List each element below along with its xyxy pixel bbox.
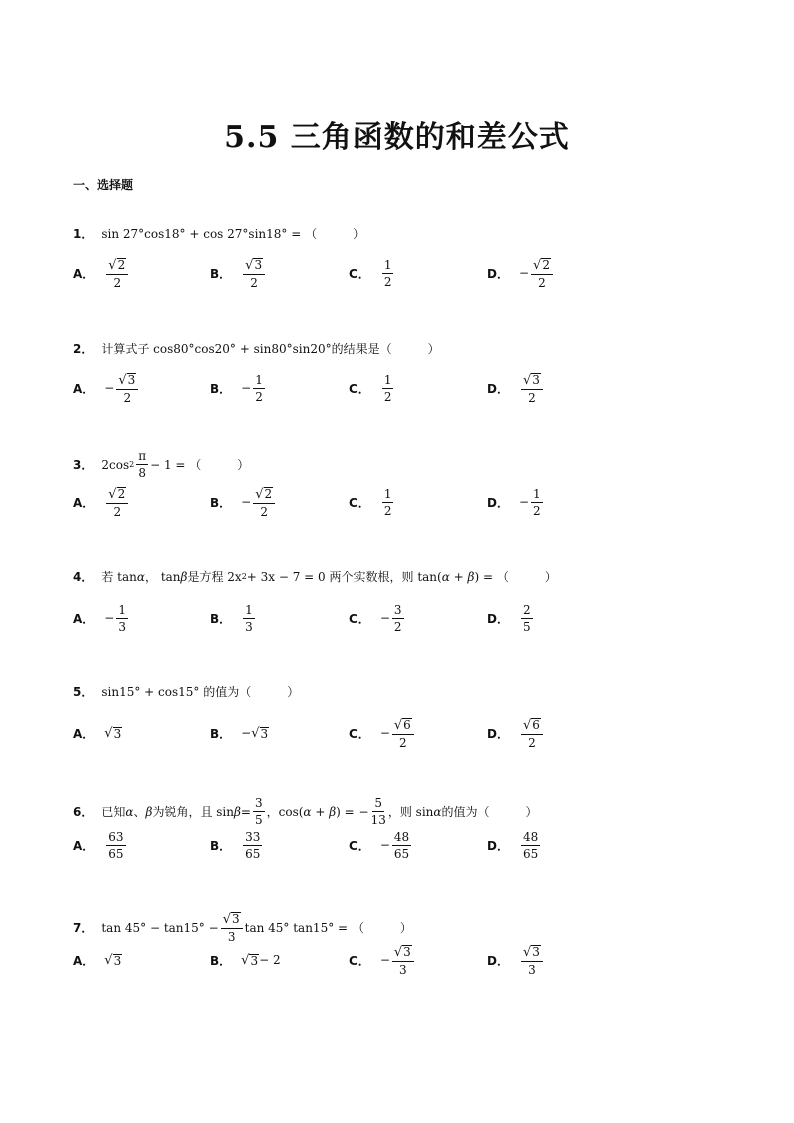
option-value: 2 [522, 602, 531, 617]
option-c[interactable]: C． − √ 3 3 [349, 940, 416, 980]
options-row [73, 940, 693, 980]
option-value: 65 [393, 846, 410, 861]
option-c[interactable] [349, 482, 395, 522]
option-label: C． [349, 953, 370, 968]
option-value: 3 [118, 619, 126, 634]
option-sign: − [241, 495, 252, 509]
option-value: 3 [250, 953, 259, 968]
option-value: 1 [533, 486, 541, 501]
option-value: 48 [393, 829, 410, 844]
option-c[interactable] [349, 598, 406, 638]
option-value: 3 [528, 962, 536, 977]
option-value: 6 [403, 717, 411, 732]
option-value: 2 [393, 619, 402, 634]
option-label: D． [487, 381, 509, 396]
option-label: D． [487, 611, 509, 626]
fraction-denominator: 13 [370, 813, 386, 827]
option-value: 48 [522, 829, 539, 844]
question-text: ，则 sin [387, 805, 434, 819]
option-value: 2 [383, 503, 392, 518]
option-value: 3 [532, 372, 540, 387]
option-value: 3 [260, 726, 269, 741]
option-value: 33 [245, 829, 261, 844]
fraction-numerator: 3 [254, 796, 263, 810]
question-6-stem [73, 797, 538, 826]
option-value: 5 [522, 619, 531, 634]
option-c[interactable] [349, 368, 395, 408]
question-text: ，cos( [266, 805, 304, 819]
math-symbol: β [180, 569, 188, 584]
question-7-stem: 7． tan 45° − tan15° − √ 3 3 tan 45° tan15° = （ ） [73, 912, 412, 944]
question-text: sin 27°cos18° + cos 27°sin18° = （ ） [101, 227, 366, 241]
question-text: + 3x − 7 = 0 两个实数根，则 tan( [246, 570, 442, 584]
option-value: 6 [532, 717, 540, 732]
options-row [73, 253, 693, 293]
option-label: A． [73, 953, 95, 968]
option-value: 2 [250, 275, 258, 290]
option-value: 2 [399, 735, 407, 750]
option-d[interactable]: D． − √ 2 2 [487, 253, 555, 293]
option-label: D． [487, 838, 509, 853]
option-value: 2 [533, 503, 541, 518]
option-label: B． [210, 495, 232, 510]
option-a[interactable]: A． − √ 3 2 [73, 368, 140, 408]
option-d[interactable]: D． √ 6 2 [487, 713, 545, 753]
option-b[interactable] [210, 368, 267, 408]
option-label: B． [210, 266, 232, 281]
option-sign: − [518, 266, 530, 280]
option-value: 2 [123, 390, 132, 405]
option-b[interactable]: B． √ 3 2 [210, 253, 267, 293]
option-value: 3 [399, 962, 407, 977]
question-text: − 1 = （ ） [150, 458, 250, 472]
fraction-numerator: π [138, 449, 147, 463]
option-label: D． [487, 726, 509, 741]
option-sign: − [379, 726, 390, 740]
option-label: B． [210, 726, 232, 741]
option-value: 3 [113, 726, 122, 741]
option-sign: − [104, 611, 115, 625]
math-symbol: α + β [303, 804, 337, 819]
question-5-stem [73, 683, 299, 700]
page-title: 5.5 三角函数的和差公式 [224, 120, 570, 155]
option-label: A． [73, 495, 95, 510]
option-d[interactable] [487, 598, 535, 638]
question-number: 2． [73, 342, 94, 356]
option-value: 3 [403, 944, 411, 959]
math-symbol: α [433, 804, 442, 819]
option-value: 2 [528, 735, 536, 750]
math-symbol: β [145, 804, 153, 819]
option-b[interactable]: B． − √ 2 2 [210, 482, 277, 522]
question-text: 为锐角，且 sin [152, 805, 234, 819]
option-label: C． [349, 838, 370, 853]
option-label: D． [487, 495, 509, 510]
exponent: 2 [129, 460, 135, 469]
option-value: 2 [542, 257, 550, 272]
question-number: 7． [73, 921, 94, 935]
option-c[interactable] [349, 825, 413, 865]
question-3-stem [73, 450, 249, 479]
question-number: 1． [73, 227, 94, 241]
options-row [73, 368, 693, 408]
option-label: C． [349, 611, 370, 626]
option-label: D． [487, 953, 509, 968]
option-value: 2 [528, 390, 536, 405]
question-text: ， tan [145, 570, 181, 584]
question-4-stem [73, 568, 557, 585]
option-value: 1 [118, 602, 126, 617]
option-a[interactable]: A． √ 3 [73, 952, 122, 968]
fraction-denominator: 3 [227, 930, 236, 944]
option-label: A． [73, 611, 95, 626]
fraction-numerator: 5 [374, 796, 383, 810]
option-label: A． [73, 726, 95, 741]
option-d[interactable] [487, 825, 542, 865]
option-value: 2 [538, 275, 546, 290]
option-label: B． [210, 611, 232, 626]
question-text: 是方程 2x [187, 570, 242, 584]
option-value: 65 [108, 846, 124, 861]
option-d[interactable]: D． √ 3 3 [487, 940, 545, 980]
option-value: 2 [255, 389, 263, 404]
section-heading: 一、选择题 [73, 178, 134, 192]
option-a[interactable] [73, 598, 130, 638]
option-value: 2 [383, 389, 392, 404]
option-sign: − [104, 381, 115, 395]
option-sign: − [518, 495, 530, 509]
question-text: 若 tan [101, 570, 137, 584]
option-value: 1 [383, 486, 392, 501]
option-d[interactable] [487, 482, 545, 522]
question-text: sin15° + cos15° 的值为（ ） [101, 685, 300, 699]
question-text: tan 45° tan15° = （ ） [244, 921, 412, 935]
option-value: 63 [108, 829, 124, 844]
option-value: 2 [117, 257, 126, 272]
option-label: B． [210, 953, 232, 968]
option-value: 3 [532, 944, 540, 959]
question-text: ) = − [336, 804, 369, 819]
options-row [73, 713, 693, 753]
options-row [73, 825, 693, 865]
option-sign: − [241, 381, 252, 395]
option-label: B． [210, 838, 232, 853]
option-value: 65 [245, 846, 261, 861]
question-1-stem [73, 225, 365, 242]
fraction-numerator: 3 [231, 912, 240, 926]
option-c[interactable] [349, 253, 395, 293]
option-b[interactable] [210, 825, 264, 865]
option-a[interactable]: A． √ 2 2 [73, 482, 130, 522]
question-text: 计算式子 cos80°cos20° + sin80°sin20°的结果是（ ） [101, 342, 440, 356]
question-2-stem [73, 340, 440, 357]
question-number: 3． [73, 458, 94, 472]
option-c[interactable]: C． − √ 6 2 [349, 713, 416, 753]
option-b[interactable]: B． − √ 3 [210, 725, 269, 741]
option-label: A． [73, 266, 95, 281]
option-a[interactable] [73, 825, 128, 865]
option-sign: − [379, 838, 390, 852]
math-symbol: α + β [441, 569, 475, 584]
option-b[interactable]: B． √ 3 − 2 [210, 952, 281, 968]
option-value: 3 [254, 257, 263, 272]
option-sign: − [379, 611, 390, 625]
option-label: C． [349, 266, 370, 281]
question-text: 、 [133, 805, 146, 819]
option-value: 2 [383, 274, 392, 289]
option-value: − 2 [259, 953, 281, 967]
question-text: 的值为（ ） [441, 805, 538, 819]
option-a[interactable]: A． √ 2 2 [73, 253, 130, 293]
option-label: A． [73, 838, 95, 853]
math-symbol: α [125, 804, 134, 819]
question-number: 5． [73, 685, 94, 699]
question-number: 4． [73, 570, 94, 584]
math-symbol: α [136, 569, 145, 584]
option-label: A． [73, 381, 95, 396]
option-b[interactable] [210, 598, 257, 638]
option-label: C． [349, 495, 370, 510]
option-sign: − [379, 953, 390, 967]
option-value: 3 [393, 602, 402, 617]
option-label: B． [210, 381, 232, 396]
option-label: C． [349, 381, 370, 396]
option-a[interactable]: A． √ 3 [73, 725, 122, 741]
question-text: 已知 [101, 805, 126, 819]
question-text: = [240, 804, 251, 819]
option-value: 1 [255, 372, 263, 387]
option-value: 2 [113, 275, 122, 290]
option-label: D． [487, 266, 509, 281]
option-value: 1 [383, 372, 392, 387]
option-value: 1 [245, 602, 253, 617]
option-value: 2 [260, 504, 268, 519]
question-text: ) = （ ） [474, 570, 557, 584]
question-number: 6． [73, 805, 94, 819]
fraction-denominator: 5 [254, 813, 263, 827]
option-value: 65 [522, 846, 539, 861]
question-text: 2cos [101, 457, 130, 472]
option-label: C． [349, 726, 370, 741]
options-row [73, 482, 693, 522]
options-row [73, 598, 693, 638]
fraction-denominator: 8 [138, 466, 146, 480]
option-value: 2 [117, 486, 126, 501]
option-value: 2 [264, 486, 273, 501]
math-symbol: β [233, 804, 241, 819]
option-value: 1 [383, 257, 392, 272]
option-value: 3 [245, 619, 253, 634]
option-d[interactable]: D． √ 3 2 [487, 368, 545, 408]
option-value: 3 [113, 953, 122, 968]
exponent: 2 [241, 572, 247, 581]
option-value: 3 [127, 372, 136, 387]
question-text: tan 45° − tan15° − [101, 920, 219, 935]
option-sign: − [241, 726, 252, 740]
option-value: 2 [113, 504, 122, 519]
